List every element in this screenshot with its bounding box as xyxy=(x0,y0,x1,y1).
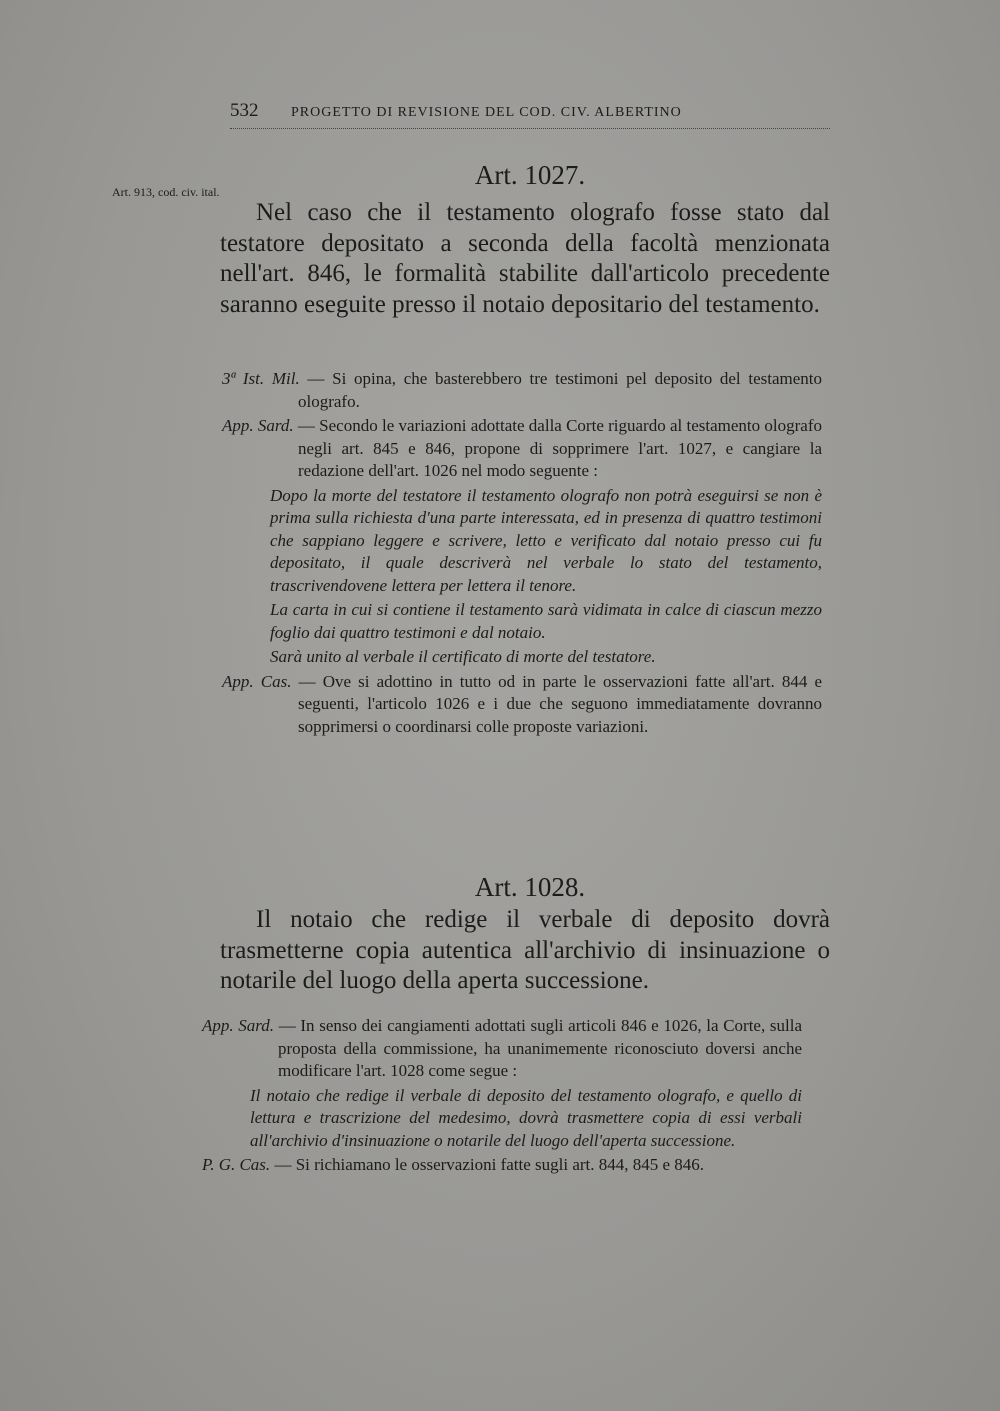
article-1027-notes xyxy=(222,368,822,740)
note-app-sard-1028: App. Sard. — In senso dei cangiamenti adottati sugli articoli 846 e 1026, la Corte, sulla proposta della commissione, ha unanimemente riconosciuto doversi anche modificare l'art. 1028 come segue : xyxy=(202,1016,802,1080)
note-text: Si richiamano le osservazioni fatte sugli art. 844, 845 e 846. xyxy=(295,1155,705,1174)
page-number: 532 xyxy=(230,100,259,121)
article-1028-body: Il notaio che redige il verbale di deposito dovrà trasmetterne copia autentica all'archivio di insinuazione o notarile del luogo della aperta successione. xyxy=(220,906,830,994)
note-source: App. Sard. xyxy=(202,1016,275,1035)
article-1027-body: Nel caso che il testamento olografo fosse stato dal testatore depositato a seconda della facoltà menzionata nell'art. 846, le formalità stabilite dall'articolo precedente saranno eseguite presso il notaio depositario del testamento. xyxy=(220,199,830,318)
proposed-text-3: Sarà unito al verbale il certificato di morte del testatore. xyxy=(270,647,656,666)
note-text: Si opina, che basterebbero tre testimoni pel deposito del testamento olografo. xyxy=(298,369,822,411)
proposed-text-1: Dopo la morte del testatore il testamento olografo non potrà eseguirsi se non è prima sulla richiesta d'una parte interessata, ed in presenza di quattro testimoni che sappiano leggere e scrivere, letto e verificato dal notaio presso cui fu depositato, il quale descriverà nel verbale lo stato del testamento, trascrivendovene lettera per lettera il tenore. xyxy=(270,485,822,595)
note-pg-cas: P. G. Cas. — Si richiamano le osservazioni fatte sugli art. 844, 845 e 846. xyxy=(202,1155,705,1174)
article-1028-text xyxy=(220,905,830,997)
proposed-text-2: La carta in cui si contiene il testamento sarà vidimata in calce di ciascun mezzo foglio dai quattro testimoni e dal notaio. xyxy=(270,600,822,642)
note-app-sard: App. Sard. — Secondo le variazioni adottate dalla Corte riguardo al testamento olografo negli art. 845 e 846, propone di sopprimere l'art. 1027, e cangiare la redazione dell'art. 1026 nel modo seguente : xyxy=(222,416,823,480)
note-app-cas: App. Cas. — Ove si adottino in tutto od in parte le osservazioni fatte all'art. 844 e seguenti, l'articolo 1026 e i due che seguono immediatamente dovranno sopprimersi o coordinarsi colle proposte variazioni. xyxy=(222,671,822,736)
note-ist-mil: 3ª Ist. Mil. — Si opina, che basterebbero tre testimoni pel deposito del testamento olografo. xyxy=(222,369,822,411)
note-source: App. Cas. xyxy=(222,671,292,691)
article-1028-title: Art. 1028. xyxy=(474,872,586,902)
running-header xyxy=(230,100,830,129)
margin-note: Art. 913, cod. civ. ital. xyxy=(112,185,220,199)
article-1028-notes xyxy=(202,1015,802,1179)
article-1027-text xyxy=(220,198,830,320)
note-source: P. G. Cas. xyxy=(202,1155,271,1174)
article-1027-title: Art. 1027. xyxy=(474,160,586,190)
running-title: PROGETTO DI REVISIONE DEL COD. CIV. ALBERTINO xyxy=(291,105,682,120)
note-source: App. Sard. xyxy=(222,416,294,435)
note-text: Ove si adottino in tutto od in parte le osservazioni fatte all'art. 844 e seguenti, l'articolo 1026 e i due che seguono immediatamente dovranno sopprimersi o coordinarsi colle proposte variazioni. xyxy=(298,671,822,736)
note-text: Secondo le variazioni adottate dalla Corte riguardo al testamento olografo negli art. 845 e 846, propone di sopprimere l'art. 1027, e cangiare la redazione dell'art. 1026 nel modo seguente : xyxy=(298,416,823,480)
note-text: In senso dei cangiamenti adottati sugli articoli 846 e 1026, la Corte, sulla proposta della commissione, ha unanimemente riconosciuto doversi anche modificare l'art. 1028 come segue : xyxy=(278,1016,802,1080)
note-source: 3ª Ist. Mil. xyxy=(222,369,300,388)
proposed-text-1028: Il notaio che redige il verbale di deposito del testamento olografo, e quello di lettura e trascrizione del medesimo, dovrà trasmettere copia di essi verbali all'archivio d'insinuazione o notarile del luogo dell'aperta successione. xyxy=(250,1085,802,1150)
